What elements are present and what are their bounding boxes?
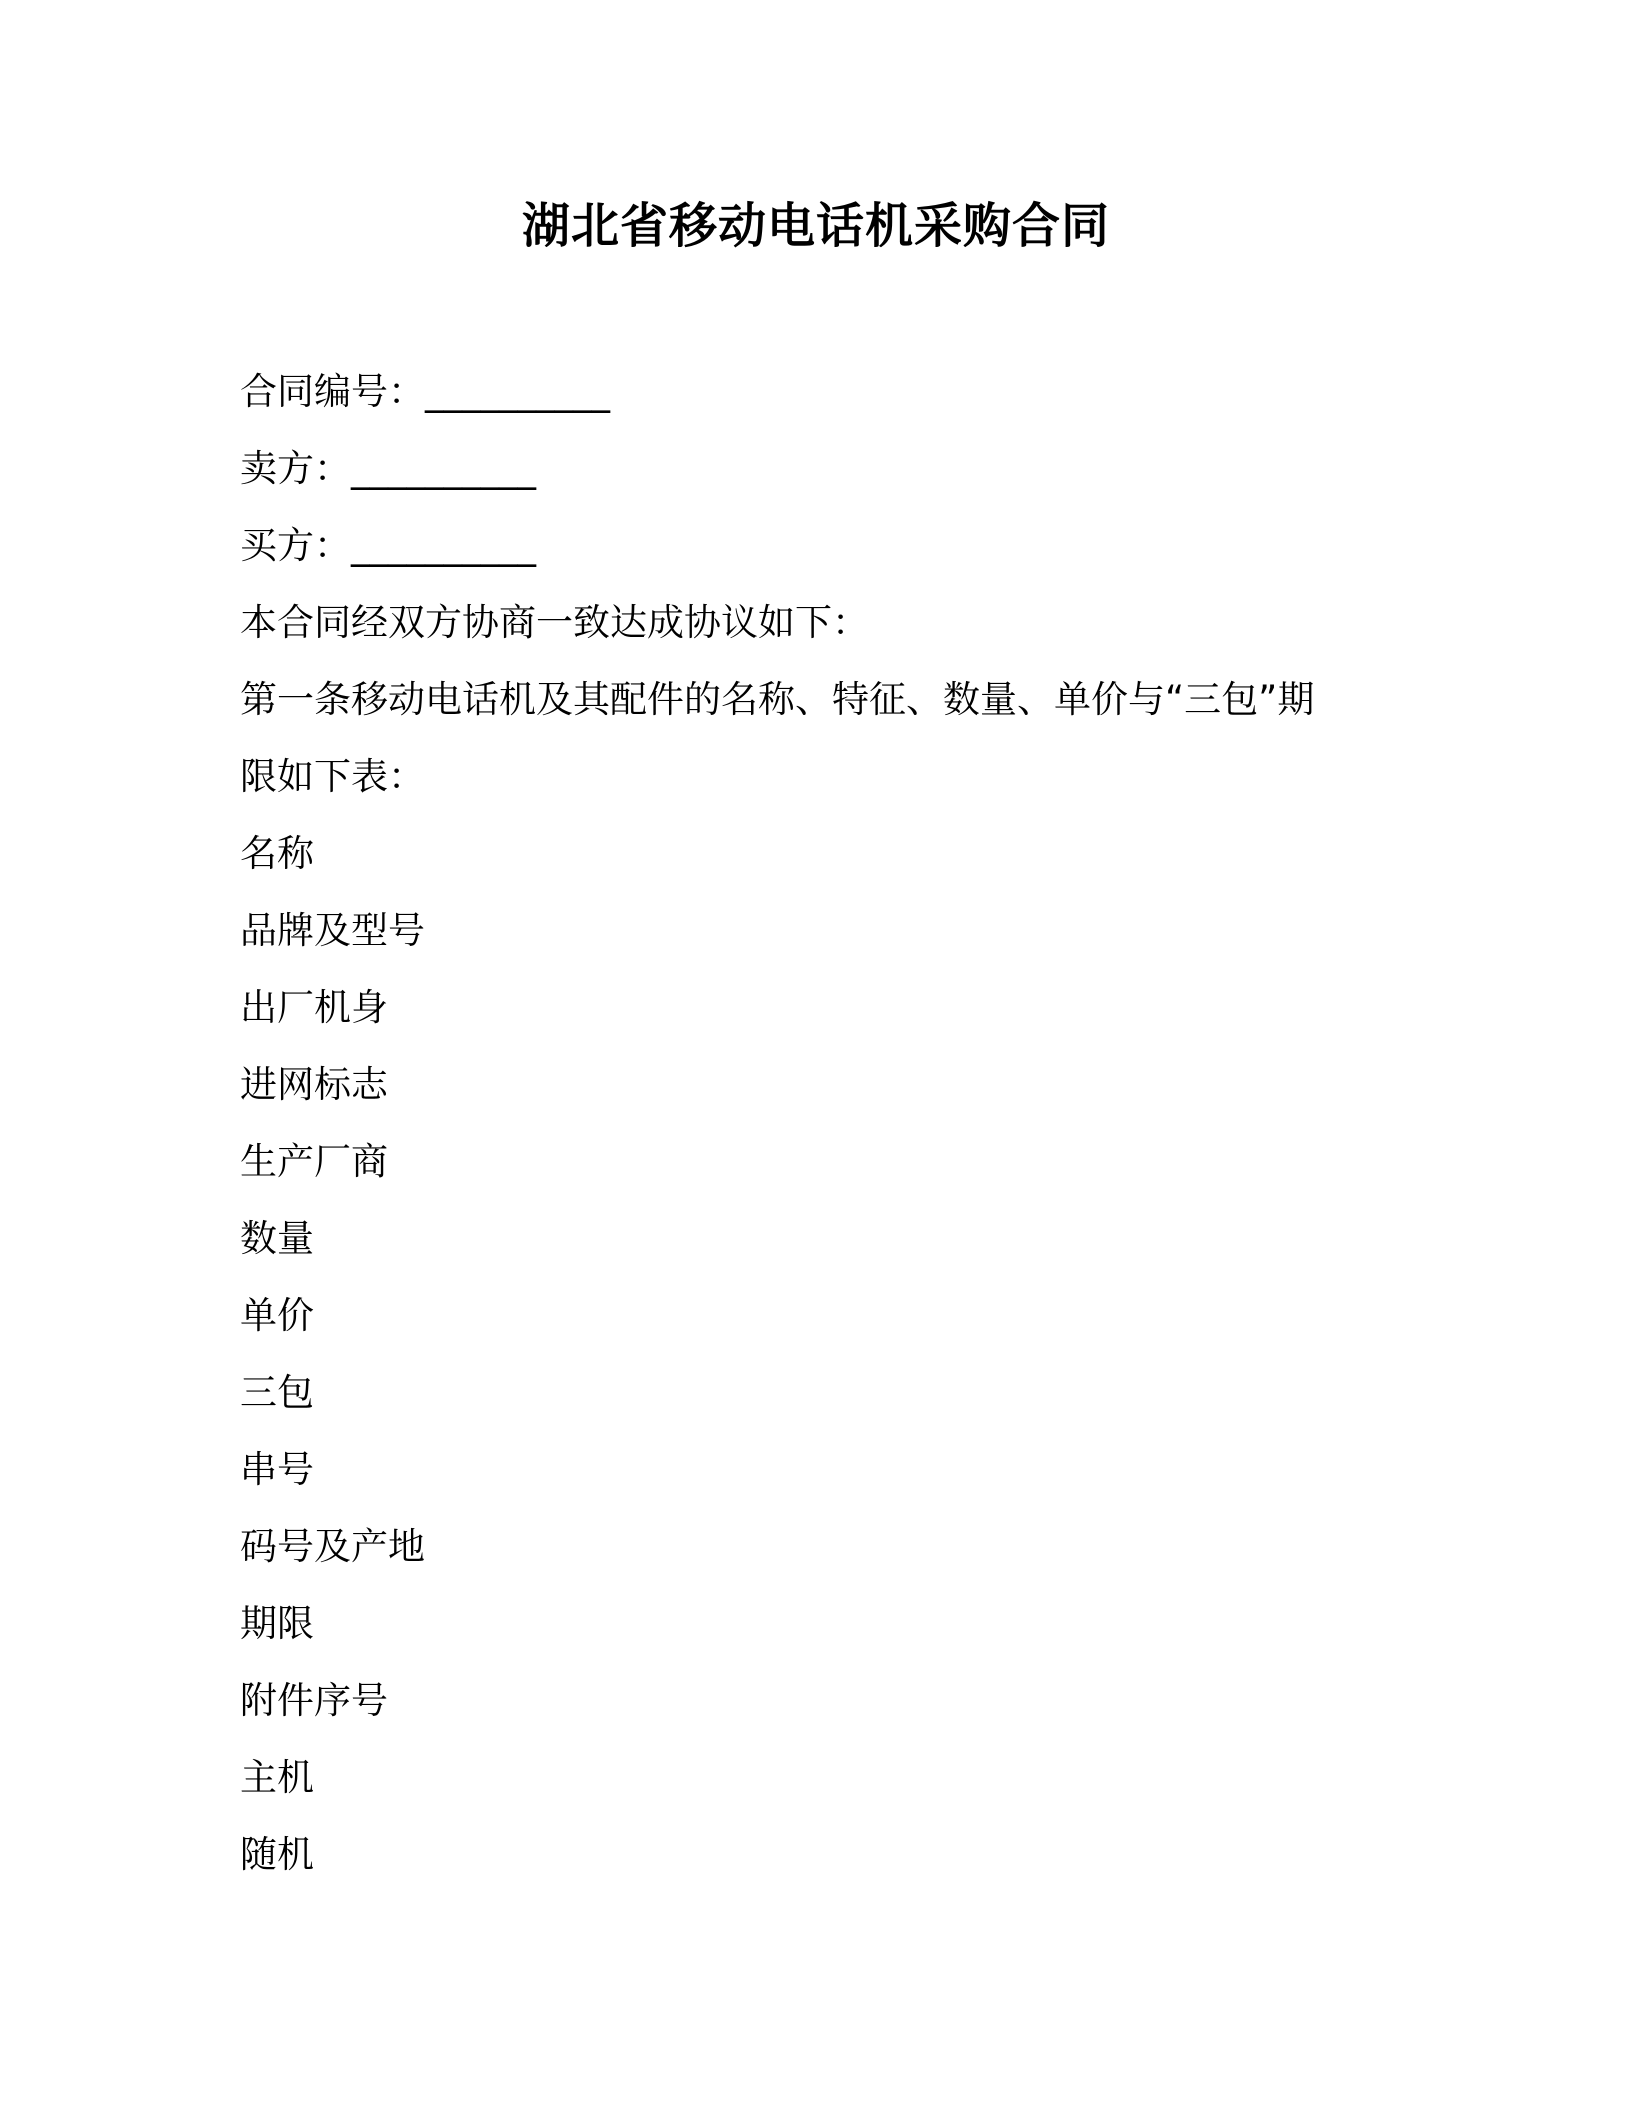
table-field-included: 随机: [240, 1833, 314, 1876]
document-body: [240, 362, 1420, 1902]
table-field-accessory-number: 附件序号: [240, 1679, 388, 1722]
table-field-code-origin: 码号及产地: [240, 1525, 425, 1568]
table-field-unit-price: 单价: [240, 1294, 314, 1337]
table-field-quantity: 数量: [240, 1217, 314, 1260]
contract-number-line: 合同编号：__________: [240, 370, 610, 413]
table-field-three-guarantees: 三包: [240, 1371, 314, 1414]
article-one-line: 第一条移动电话机及其配件的名称、特征、数量、单价与“三包”期: [240, 678, 1315, 721]
seller-line: 卖方：__________: [240, 447, 536, 490]
table-field-main-unit: 主机: [240, 1756, 314, 1799]
table-field-factory-body: 出厂机身: [240, 986, 388, 1029]
table-field-term: 期限: [240, 1602, 314, 1645]
table-field-serial-number: 串号: [240, 1448, 314, 1491]
buyer-line: 买方：__________: [240, 524, 536, 567]
table-field-network-mark: 进网标志: [240, 1063, 388, 1106]
agreement-intro-line: 本合同经双方协商一致达成协议如下：: [240, 601, 869, 644]
article-one-continuation-line: 限如下表：: [240, 755, 425, 798]
table-field-manufacturer: 生产厂商: [240, 1140, 388, 1183]
table-field-brand-model: 品牌及型号: [240, 909, 425, 952]
table-field-name: 名称: [240, 832, 314, 875]
document-title: 湖北省移动电话机采购合同: [521, 198, 1110, 254]
